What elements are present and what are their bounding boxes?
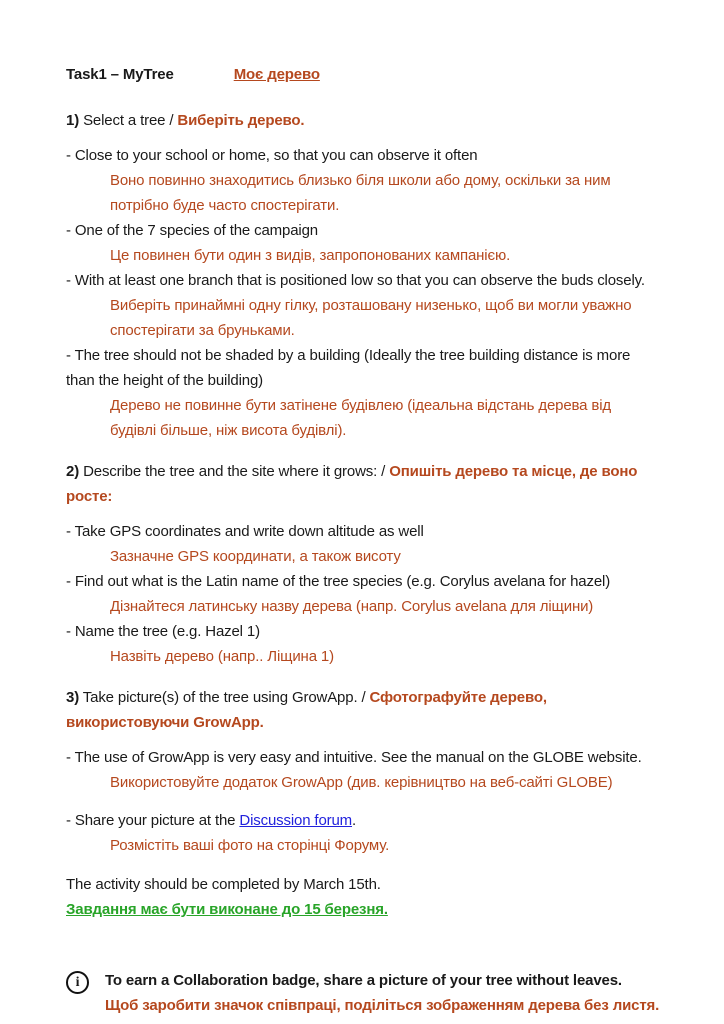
badge-note-text <box>105 968 659 1018</box>
section-1-number: 1) <box>66 112 80 129</box>
title-ukrainian: Моє дерево <box>233 66 320 83</box>
section-1-heading-ukrainian: Виберіть дерево. <box>177 112 305 129</box>
list-item-english: - Close to your school or home, so that you can observe it often <box>66 147 478 164</box>
section-3-number: 3) <box>66 689 80 706</box>
deadline-block <box>66 872 660 922</box>
list-item-english: - One of the 7 species of the campaign <box>66 222 318 239</box>
section-1-items <box>66 143 660 443</box>
share-line-ukrainian: Розмістіть ваші фото на сторінці Форуму. <box>110 837 390 854</box>
badge-note-ukrainian: Щоб заробити значок співпраці, поділіться зображенням дерева без листя. <box>105 997 660 1014</box>
section-2-number: 2) <box>66 463 80 480</box>
collaboration-badge-note <box>66 968 660 1018</box>
section-3-items <box>66 745 660 795</box>
list-item-english: - Name the tree (e.g. Hazel 1) <box>66 623 260 640</box>
section-1-heading <box>66 108 660 133</box>
info-icon: i <box>66 971 89 994</box>
list-item-ukrainian: Використовуйте додаток GrowApp (див. керівництво на веб-сайті GLOBE) <box>110 774 613 791</box>
share-text-after-link: . <box>352 812 357 829</box>
section-2-heading-english: Describe the tree and the site where it grows: / <box>79 463 390 480</box>
section-2-heading <box>66 459 660 509</box>
share-text-before-link: - Share your picture at the <box>66 812 240 829</box>
discussion-forum-link[interactable]: Discussion forum <box>239 812 353 829</box>
list-item-english: - Find out what is the Latin name of the tree species (e.g. Corylus avelana for hazel) <box>66 573 611 590</box>
list-item-english: - The tree should not be shaded by a building (Ideally the tree building distance is more than the height of the building) <box>66 347 631 389</box>
list-item-ukrainian: Воно повинно знаходитись близько біля школи або дому, оскільки за ним потрібно буде часто спостерігати. <box>110 172 611 214</box>
list-item-ukrainian: Виберіть принаймні одну гілку, розташовану низенько, щоб ви могли уважно спостерігати за бруньками. <box>110 297 632 339</box>
badge-note-english: To earn a Collaboration badge, share a picture of your tree without leaves. <box>105 972 622 989</box>
section-3-heading-ukrainian: Сфотографуйте дерево, використовуючи GrowApp. <box>66 689 547 731</box>
title-english: Task1 – MyTree <box>66 66 174 83</box>
section-3-heading-english: Take picture(s) of the tree using GrowApp. / <box>79 689 370 706</box>
list-item-english: - Take GPS coordinates and write down altitude as well <box>66 523 424 540</box>
share-line-english <box>66 808 660 833</box>
document-title <box>66 62 660 87</box>
list-item-english: - The use of GrowApp is very easy and intuitive. See the manual on the GLOBE website. <box>66 749 642 766</box>
list-item-ukrainian: Дізнайтеся латинську назву дерева (напр. Corylus avelana для ліщини) <box>110 598 594 615</box>
list-item-english: - With at least one branch that is positioned low so that you can observe the buds closely. <box>66 272 645 289</box>
list-item-ukrainian: Дерево не повинне бути затінене будівлею (ідеальна відстань дерева від будівлі більше, ніж висота будівлі). <box>110 397 611 439</box>
section-2-items <box>66 519 660 669</box>
deadline-english: The activity should be completed by March 15th. <box>66 876 381 893</box>
list-item-ukrainian: Це повинен бути один з видів, запропонованих кампанією. <box>110 247 511 264</box>
deadline-ukrainian: Завдання має бути виконане до 15 березня. <box>66 901 388 918</box>
list-item-ukrainian: Зазначне GPS координати, а також висоту <box>110 548 401 565</box>
section-2-heading-ukrainian: Опишіть дерево та місце, де воно росте: <box>66 463 638 505</box>
section-3-heading <box>66 685 660 735</box>
share-picture-block <box>66 808 660 858</box>
list-item-ukrainian: Назвіть дерево (напр.. Ліщина 1) <box>110 648 334 665</box>
section-1-heading-english: Select a tree / <box>79 112 178 129</box>
